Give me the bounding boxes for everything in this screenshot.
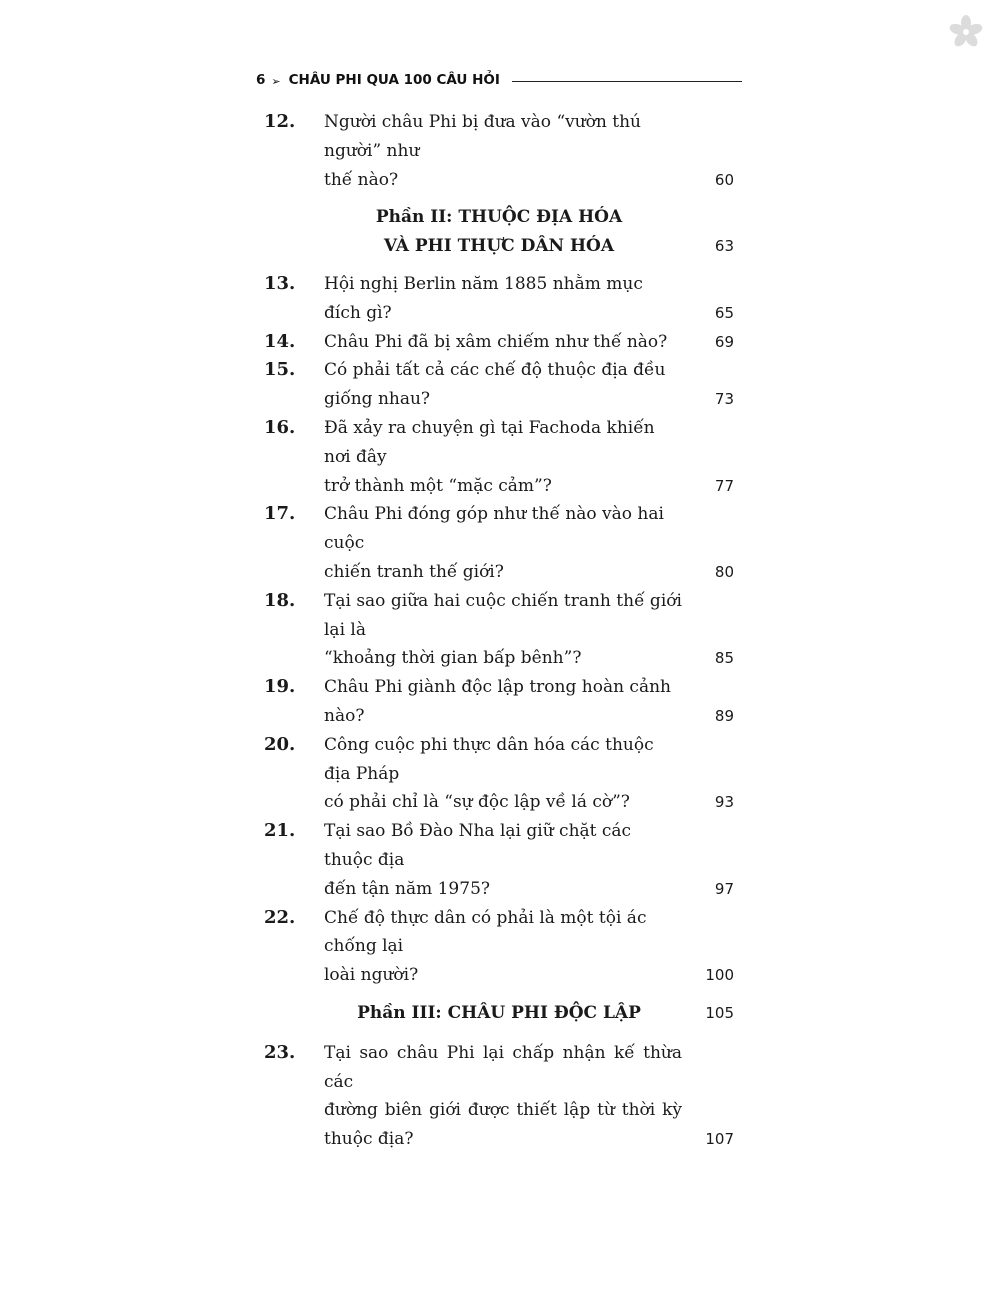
toc-entry [264,673,734,731]
question-line: Tại sao Bồ Đào Nha lại giữ chặt các thuộc địa [324,821,632,870]
question-number: 13. [264,272,296,294]
page-number: 85 [714,649,734,668]
page-number: 80 [714,562,734,581]
question-line: Đã xảy ra chuyện gì tại Fachoda khiến nơi đây [324,417,655,467]
question-line: thế nào? [324,169,399,190]
section-title [357,999,641,1028]
header-rule [512,81,742,82]
question-text [324,270,682,328]
header-page-number: 6 [256,72,266,88]
toc-entry [264,108,734,194]
question-line: chiến tranh thế giới? [324,561,504,582]
toc-entry [264,587,734,673]
question-number: 19. [264,676,296,698]
question-line: Chế độ thực dân có phải là một tội ác chống lại [324,907,647,957]
question-text [324,328,682,357]
question-line: đường biên giới được thiết lập từ thời kỳ [324,1100,682,1121]
section-title-line: Phần III: CHÂU PHI ĐỘC LẬP [357,1002,641,1023]
page-number: 73 [714,390,734,409]
question-text [324,817,682,903]
toc-entry [264,1039,734,1154]
page-number: 100 [705,966,734,985]
page-number: 93 [714,793,734,812]
question-number: 17. [264,503,296,525]
toc-entry [264,328,734,357]
toc-entry [264,904,734,990]
question-number: 22. [264,906,296,928]
question-text [324,587,682,673]
arrow-icon: ➢ [271,75,281,88]
question-line: Có phải tất cả các chế độ thuộc địa đều giống nhau? [324,360,666,410]
question-line: có phải chỉ là “sự độc lập về lá cờ”? [324,792,630,813]
question-line: loài người? [324,965,419,986]
section-title-line: VÀ PHI THỰC DÂN HÓA [383,236,615,257]
page-number: 60 [714,170,734,189]
page-number: 77 [714,476,734,495]
toc-section-heading [264,203,734,261]
question-text [324,108,682,194]
question-line: Châu Phi giành độc lập trong hoàn cảnh nào? [324,677,671,726]
toc-section-heading [264,999,734,1028]
question-text [324,1039,682,1154]
page-number: 89 [714,706,734,725]
question-text [324,731,682,817]
question-line: Tại sao châu Phi lại chấp nhận kế thừa các [324,1042,682,1092]
page-number: 107 [705,1130,734,1149]
page-number: 105 [705,1003,734,1022]
question-line: Châu Phi đóng góp như thế nào vào hai cuộc [324,504,664,554]
page-number: 97 [714,879,734,898]
flower-icon [946,12,986,52]
question-line: Châu Phi đã bị xâm chiếm như thế nào? [324,331,668,352]
toc-entry [264,500,734,586]
question-number: 20. [264,733,296,755]
question-number: 15. [264,359,296,381]
question-line: thuộc địa? [324,1129,414,1150]
page-number: 65 [714,303,734,322]
question-number: 18. [264,589,296,611]
toc-entry [264,817,734,903]
page-number: 69 [714,332,734,351]
table-of-contents [264,108,734,1154]
toc-entry [264,414,734,500]
page-number: 63 [714,237,734,256]
question-number: 12. [264,111,296,132]
question-number: 14. [264,330,296,352]
running-header [256,60,742,88]
section-title [376,203,622,261]
question-text [324,356,682,414]
question-line: “khoảng thời gian bấp bênh”? [324,648,582,669]
question-number: 21. [264,820,296,842]
question-line: Hội nghị Berlin năm 1885 nhằm mục đích gì? [324,273,643,323]
section-title-line: Phần II: THUỘC ĐỊA HÓA [375,207,623,228]
question-line: trở thành một “mặc cảm”? [324,475,552,496]
toc-entry [264,270,734,328]
question-line: Người châu Phi bị đưa vào “vườn thú người” như [324,112,641,161]
question-line: Công cuộc phi thực dân hóa các thuộc địa Pháp [324,734,654,784]
book-title: CHÂU PHI QUA 100 CÂU HỎI [288,72,500,88]
question-text [324,673,682,731]
question-text [324,414,682,500]
toc-entry [264,731,734,817]
question-number: 23. [264,1041,296,1063]
question-number: 16. [264,416,296,438]
question-line: đến tận năm 1975? [324,878,490,899]
question-line: Tại sao giữa hai cuộc chiến tranh thế giới lại là [324,590,682,640]
question-text [324,500,682,586]
toc-entry [264,356,734,414]
question-text [324,904,682,990]
